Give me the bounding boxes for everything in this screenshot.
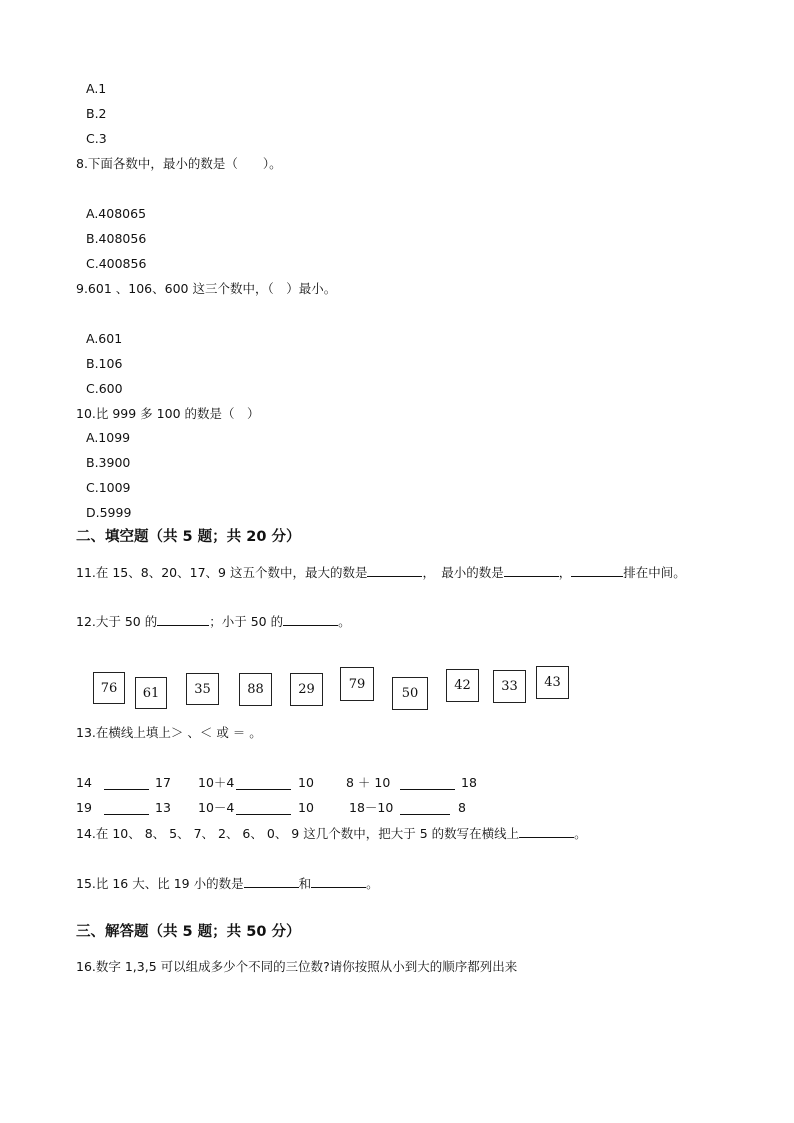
q13-r1-blank-3[interactable] <box>400 777 455 790</box>
q13-r2-blank-1[interactable] <box>104 802 149 815</box>
number-card: 33 <box>493 670 526 703</box>
q12-part1: 12.大于 50 的 <box>76 614 158 629</box>
q12-blank-greater[interactable] <box>157 613 209 626</box>
q13-r1-left-1: 14 <box>76 775 92 790</box>
q8-option-c: C.400856 <box>86 256 147 271</box>
q11-blank-middle[interactable] <box>571 564 623 577</box>
q13-r2-blank-3[interactable] <box>400 802 450 815</box>
q10-option-c: C.1009 <box>86 480 131 495</box>
q11-part1: 11.在 15、8、20、17、9 这五个数中，最大的数是 <box>76 565 368 580</box>
q13-r1-blank-2[interactable] <box>236 777 291 790</box>
q8-stem: 8.下面各数中，最小的数是（ ）。 <box>76 156 282 171</box>
section2-title: 二、填空题（共 5 题；共 20 分） <box>76 529 301 545</box>
q15-blank-2[interactable] <box>311 875 366 888</box>
q13-r2-left-1: 19 <box>76 800 92 815</box>
q15-part3: 。 <box>366 876 379 891</box>
q16-stem: 16.数字 1,3,5 可以组成多少个不同的三位数?请你按照从小到大的顺序都列出来 <box>76 959 518 974</box>
q10-option-a: A.1099 <box>86 430 131 445</box>
number-card: 35 <box>186 673 219 705</box>
q8-option-b: B.408056 <box>86 231 147 246</box>
q13-r1-right-1: 17 <box>155 775 171 790</box>
number-card: 61 <box>135 677 167 709</box>
q9-stem: 9.601 、106、600 这三个数中，（ ）最小。 <box>76 281 337 296</box>
q11-part2: ， 最小的数是 <box>422 565 504 580</box>
q15-part1: 15.比 16 大、比 19 小的数是 <box>76 876 244 891</box>
q13-r1-right-2: 10 <box>298 775 314 790</box>
q11-part4: 排在中间。 <box>623 565 686 580</box>
q12-part2: ；小于 50 的 <box>209 614 284 629</box>
q13-r1-left-3: 8 ＋ 10 <box>346 775 391 790</box>
q12-text <box>76 613 351 630</box>
q9-option-c: C.600 <box>86 381 123 396</box>
q7-option-c: C.3 <box>86 131 107 146</box>
q15-part2: 和 <box>298 876 312 891</box>
q9-option-a: A.601 <box>86 331 123 346</box>
q13-r1-left-2: 10＋4 <box>198 775 235 790</box>
q15-blank-1[interactable] <box>244 875 299 888</box>
q14-blank[interactable] <box>519 825 574 838</box>
q9-option-b: B.106 <box>86 356 123 371</box>
number-card: 42 <box>446 669 479 702</box>
q11-blank-largest[interactable] <box>367 564 422 577</box>
q14-part2: 。 <box>574 826 587 841</box>
q7-option-b: B.2 <box>86 106 107 121</box>
q13-r1-right-3: 18 <box>461 775 477 790</box>
number-card: 43 <box>536 666 569 699</box>
q11-text <box>76 564 686 581</box>
section3-title: 三、解答题（共 5 题；共 50 分） <box>76 924 301 940</box>
number-card: 50 <box>392 677 428 710</box>
q11-blank-smallest[interactable] <box>504 564 559 577</box>
q12-blank-less[interactable] <box>283 613 338 626</box>
number-card: 29 <box>290 673 323 706</box>
q8-option-a: A.408065 <box>86 206 147 221</box>
q15-text <box>76 875 379 892</box>
q13-r2-left-3: 18－10 <box>349 800 394 815</box>
q13-r2-right-2: 10 <box>298 800 314 815</box>
number-card: 79 <box>340 667 374 701</box>
q13-stem: 13.在横线上填上＞ 、＜ 或 ＝ 。 <box>76 725 262 740</box>
q13-r2-left-2: 10－4 <box>198 800 235 815</box>
q14-part1: 14.在 10、 8、 5、 7、 2、 6、 0、 9 这几个数中，把大于 5 的数写在横线上 <box>76 826 520 841</box>
q10-option-d: D.5999 <box>86 505 132 520</box>
q14-text <box>76 825 587 842</box>
q12-part3: 。 <box>338 614 351 629</box>
q13-r2-right-3: 8 <box>458 800 466 815</box>
q10-stem: 10.比 999 多 100 的数是（ ） <box>76 406 260 421</box>
number-card: 76 <box>93 672 125 704</box>
q10-option-b: B.3900 <box>86 455 131 470</box>
q11-part3: ， <box>558 565 572 580</box>
q13-r1-blank-1[interactable] <box>104 777 149 790</box>
q13-r2-blank-2[interactable] <box>236 802 291 815</box>
number-card: 88 <box>239 673 272 706</box>
q13-r2-right-1: 13 <box>155 800 171 815</box>
q7-option-a: A.1 <box>86 81 107 96</box>
